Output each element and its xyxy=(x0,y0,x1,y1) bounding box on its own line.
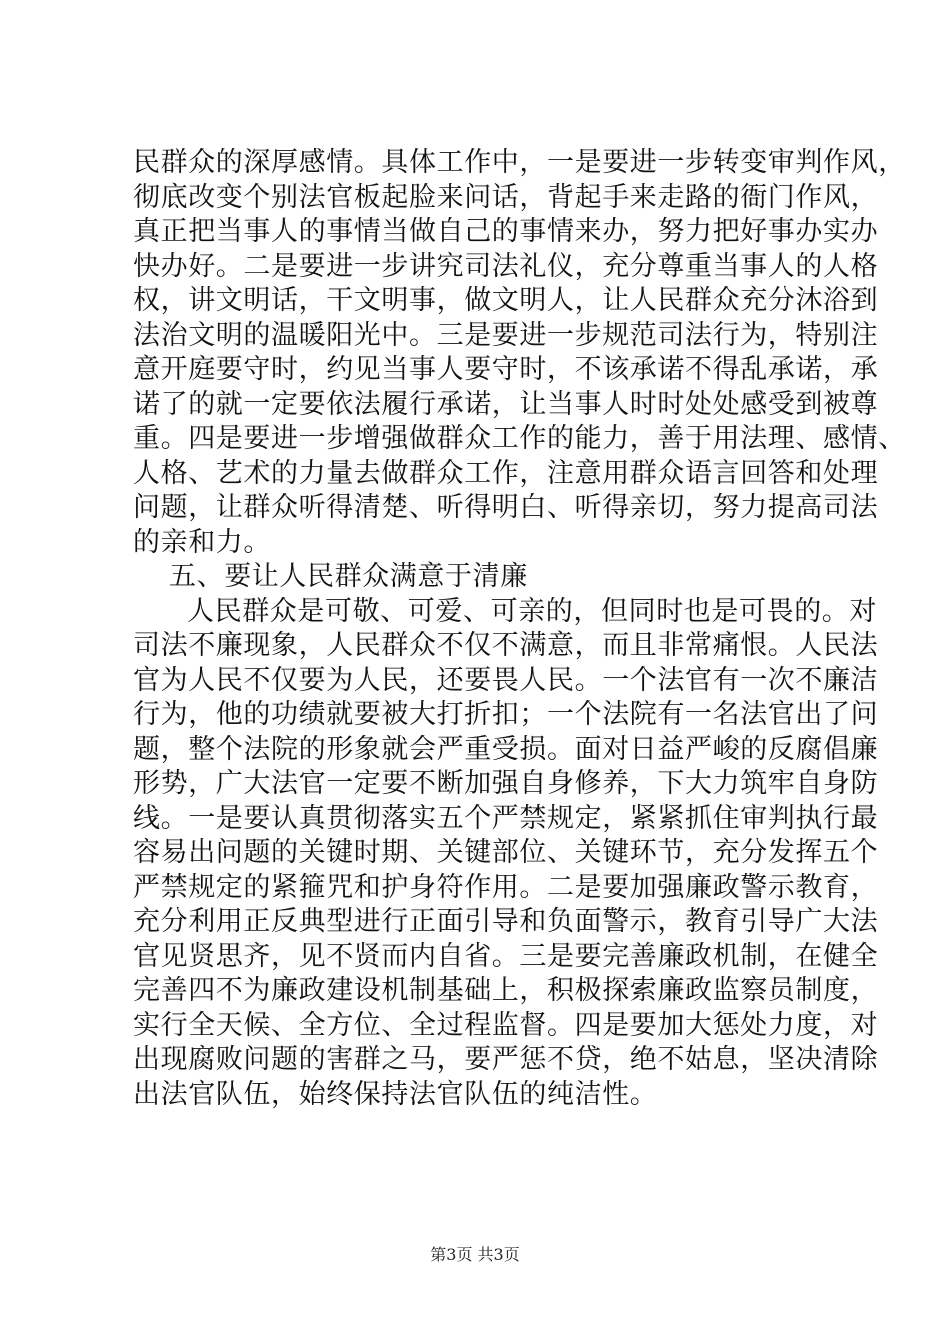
text-line: 官见贤思齐，见不贤而内自省。三是要完善廉政机制，在健全 xyxy=(133,940,879,972)
text-line: 彻底改变个别法官板起脸来问话，背起手来走路的衙门作风， xyxy=(133,181,879,213)
text-line: 法治文明的温暖阳光中。三是要进一步规范司法行为，特别注 xyxy=(133,319,879,351)
section-heading: 五、要让人民群众满意于清廉 xyxy=(169,561,528,592)
text-line: 严禁规定的紧箍咒和护身符作用。二是要加强廉政警示教育， xyxy=(133,871,879,903)
text-line: 官为人民不仅要为人民，还要畏人民。一个法官有一次不廉洁 xyxy=(133,664,879,696)
text-line: 充分利用正反典型进行正面引导和负面警示，教育引导广大法 xyxy=(133,906,879,937)
page-number: 第3页 共3页 xyxy=(430,1245,520,1264)
text-line: 线。一是要认真贯彻落实五个严禁规定，紧紧抓住审判执行最 xyxy=(133,802,879,834)
paragraph-2 xyxy=(133,595,879,1113)
text-line: 权，讲文明话，干文明事，做文明人，让人民群众充分沐浴到 xyxy=(133,285,879,316)
text-line: 完善四不为廉政建设机制基础上，积极探索廉政监察员制度， xyxy=(133,975,879,1006)
text-line: 真正把当事人的事情当做自己的事情来办，努力把好事办实办 xyxy=(133,216,879,247)
text-line: 重。四是要进一步增强做群众工作的能力，善于用法理、感情、 xyxy=(133,423,906,454)
text-line: 容易出问题的关键时期、关键部位、关键环节，充分发挥五个 xyxy=(133,837,879,868)
text-line: 实行全天候、全方位、全过程监督。四是要加大惩处力度，对 xyxy=(133,1009,879,1041)
text-line: 司法不廉现象，人民群众不仅不满意，而且非常痛恨。人民法 xyxy=(133,630,879,661)
text-line: 形势，广大法官一定要不断加强自身修养，下大力筑牢自身防 xyxy=(133,768,879,799)
text-line: 人民群众是可敬、可爱、可亲的，但同时也是可畏的。对 xyxy=(187,595,877,627)
text-line: 快办好。二是要进一步讲究司法礼仪，充分尊重当事人的人格 xyxy=(133,250,879,282)
text-line: 出现腐败问题的害群之马，要严惩不贷，绝不姑息，坚决清除 xyxy=(133,1044,879,1075)
text-line: 行为，他的功绩就要被大打折扣；一个法院有一名法官出了问 xyxy=(133,699,879,730)
text-line: 题，整个法院的形象就会严重受损。面对日益严峻的反腐倡廉 xyxy=(133,733,879,765)
paragraph-1 xyxy=(133,146,906,560)
text-line: 人格、艺术的力量去做群众工作，注意用群众语言回答和处理 xyxy=(133,457,879,489)
text-line: 诺了的就一定要依法履行承诺，让当事人时时处处感受到被尊 xyxy=(133,388,879,420)
text-line: 意开庭要守时，约见当事人要守时，不该承诺不得乱承诺，承 xyxy=(133,354,879,385)
document-body xyxy=(133,146,906,1112)
text-line: 问题，让群众听得清楚、听得明白、听得亲切，努力提高司法 xyxy=(133,492,879,523)
text-line: 的亲和力。 xyxy=(133,526,271,558)
page-footer xyxy=(0,1244,950,1266)
text-line: 民群众的深厚感情。具体工作中，一是要进一步转变审判作风， xyxy=(133,147,906,178)
text-line: 出法官队伍，始终保持法官队伍的纯洁性。 xyxy=(133,1078,658,1110)
